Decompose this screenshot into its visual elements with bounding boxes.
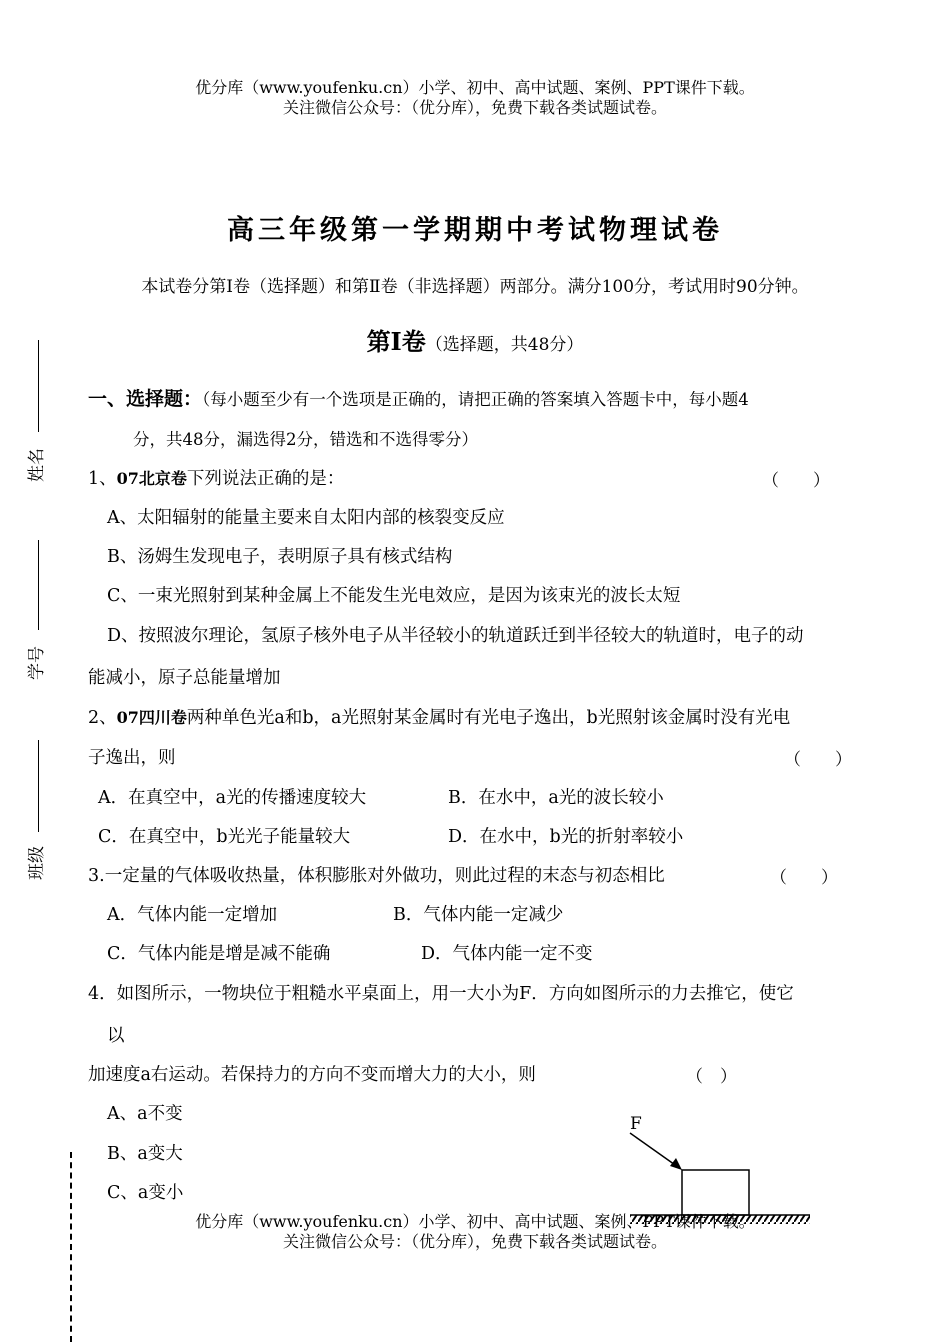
footer-line-2: 关注微信公众号：（优分库），免费下载各类试题试卷。 (282, 1232, 667, 1251)
q2-option-b: B．在水中，a光的波长较小 (448, 788, 664, 808)
q2-source: 07四川卷 (116, 708, 187, 727)
q3-option-b: B．气体内能一定减少 (393, 905, 564, 925)
block (682, 1170, 749, 1215)
q1-option-a: A、太阳辐射的能量主要来自太阳内部的核裂变反应 (107, 508, 505, 528)
q2-stem-line2: 子逸出，则 (88, 748, 176, 768)
q4-option-c: C、a变小 (107, 1183, 184, 1203)
name-fill-line (38, 340, 39, 432)
number-fill-line (38, 540, 39, 630)
exam-title: 高三年级第一学期期中考试物理试卷 (227, 215, 723, 246)
number-label: 学号 (27, 646, 47, 680)
q3-option-c: C．气体内能是增是减不能确 (107, 944, 331, 964)
footer-line-1: 优分库（www.youfenku.cn）小学、初中、高中试题、案例、PPT课件下载。 (195, 1212, 755, 1231)
q2-text: 两种单色光a和b，a光照射某金属时有光电子逸出，b光照射该金属时没有光电 (186, 708, 791, 728)
section-heading (88, 384, 749, 411)
section-instruction-a: （每小题至少有一个选项是正确的，请把正确的答案填入答题卡中，每小题4 (202, 390, 749, 409)
q1-stem (88, 465, 344, 490)
volume-note: （选择题，共48分） (425, 335, 584, 355)
header-line-1: 优分库（www.youfenku.cn）小学、初中、高中试题、案例、PPT课件下载。 (195, 78, 755, 97)
q2-option-c: C．在真空中，b光光子能量较大 (98, 827, 351, 847)
section-instruction-b: 分，共48分，漏选得2分，错选和不选得零分） (133, 430, 478, 449)
q3-answer-paren: （ ） (770, 868, 838, 888)
q2-answer-paren: （ ） (784, 750, 852, 770)
header-line-2: 关注微信公众号：（优分库），免费下载各类试题试卷。 (282, 98, 667, 117)
q3-option-d: D．气体内能一定不变 (421, 944, 593, 964)
q2-option-a: A．在真空中，a光的传播速度较大 (98, 788, 367, 808)
force-arrow-shaft (630, 1133, 678, 1167)
volume-label: 第Ⅰ卷 (366, 327, 426, 356)
q1-text: 下列说法正确的是： (186, 469, 345, 489)
volume-heading (0, 322, 950, 357)
q1-number: 1、 (88, 469, 117, 489)
q1-option-d-line1: D、按照波尔理论，氢原子核外电子从半径较小的轨道跃迁到半径较大的轨道时，电子的动 (107, 626, 804, 646)
q4-stem-line1: 4．如图所示，一物块位于粗糙水平桌面上，用一大小为F．方向如图所示的力去推它，使它 (88, 984, 794, 1004)
q4-answer-paren: （ ） (686, 1067, 737, 1087)
q2-option-d: D．在水中，b光的折射率较小 (448, 827, 684, 847)
q2-stem-line1 (88, 704, 790, 729)
force-arrow-head (670, 1158, 682, 1170)
class-fill-line (38, 740, 39, 832)
q3-stem: 3.一定量的气体吸收热量，体积膨胀对外做功，则此过程的末态与初态相比 (88, 866, 665, 886)
q4-option-b: B、a变大 (107, 1144, 183, 1164)
name-label: 姓名 (27, 448, 47, 482)
q3-option-a: A．气体内能一定增加 (107, 905, 278, 925)
section-title: 一、选择题： (88, 388, 203, 410)
q1-answer-paren: （ ） (762, 471, 830, 491)
q1-option-c: C、一束光照射到某种金属上不能发生光电效应，是因为该束光的波长太短 (107, 586, 681, 606)
class-label: 班级 (27, 846, 47, 880)
q1-option-b: B、汤姆生发现电子，表明原子具有核式结构 (107, 547, 453, 567)
q4-stem-line3: 加速度a右运动。若保持力的方向不变而增大力的大小，则 (88, 1065, 536, 1085)
q1-option-d-line2: 能减小，原子总能量增加 (88, 668, 281, 688)
q4-option-a: A、a不变 (107, 1104, 183, 1124)
q4-stem-line2: 以 (107, 1026, 125, 1046)
q2-number: 2、 (88, 708, 117, 728)
q1-source: 07北京卷 (116, 469, 187, 488)
force-label: F (630, 1114, 642, 1134)
exam-intro: 本试卷分第Ⅰ卷（选择题）和第Ⅱ卷（非选择题）两部分。满分100分，考试用时90分钟。 (141, 277, 809, 297)
